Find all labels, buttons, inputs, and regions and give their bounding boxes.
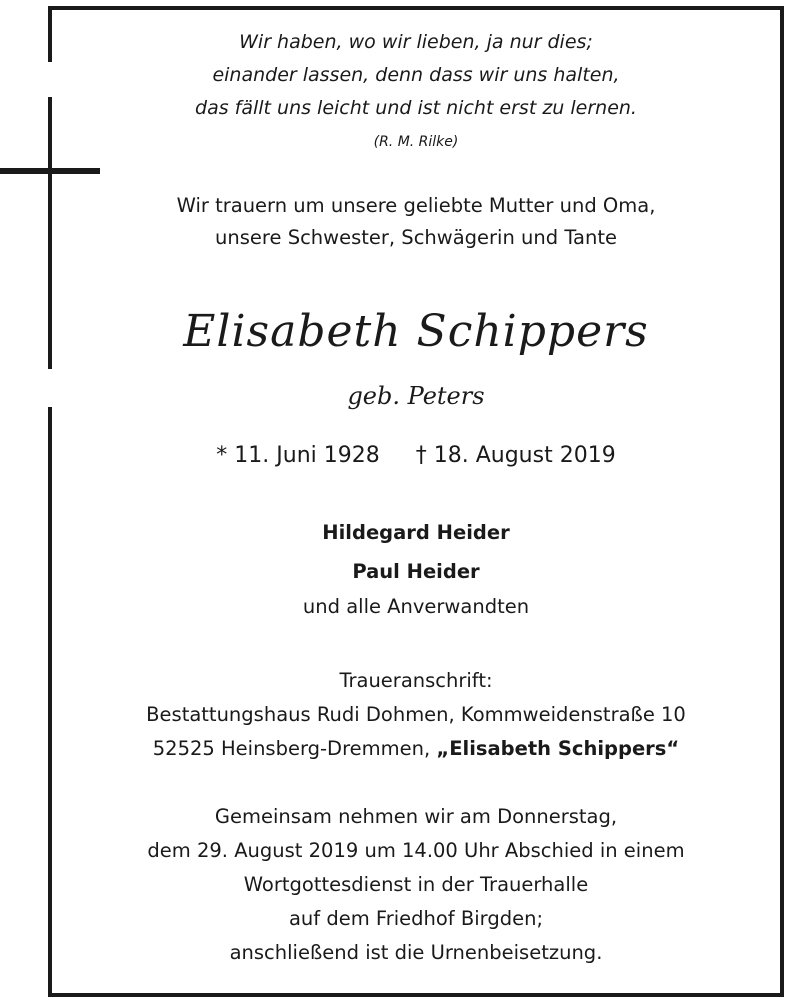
service-line: Gemeinsam nehmen wir am Donnerstag,: [214, 805, 618, 828]
death-date: † 18. August 2019: [415, 443, 616, 468]
frame-top-border: [48, 6, 784, 10]
intro-line: unsere Schwester, Schwägerin und Tante: [215, 226, 617, 249]
mourner-name: Hildegard Heider: [322, 521, 510, 544]
birth-date: * 11. Juni 1928: [216, 443, 380, 468]
cross-icon: [0, 168, 100, 174]
address-reference: „Elisabeth Schippers“: [436, 737, 680, 760]
service-line: auf dem Friedhof Birgden;: [288, 907, 544, 930]
address-heading: Traueranschrift:: [339, 669, 493, 692]
deceased-name: Elisabeth Schippers: [183, 306, 649, 357]
frame-left-border-segment: [48, 407, 52, 997]
poem-citation: (R. M. Rilke): [373, 134, 459, 150]
mourner-name: Paul Heider: [352, 560, 480, 583]
frame-left-border-segment: [48, 97, 52, 369]
address-line: [55, 737, 777, 760]
maiden-name: geb. Peters: [347, 382, 485, 410]
address-line: Bestattungshaus Rudi Dohmen, Kommweidenstraße 10: [146, 703, 686, 726]
frame-left-border-segment: [48, 6, 52, 62]
intro-line: Wir trauern um unsere geliebte Mutter und Oma,: [176, 194, 656, 217]
service-line: anschließend ist die Urnenbeisetzung.: [229, 941, 603, 964]
service-line: Wortgottesdienst in der Trauerhalle: [243, 873, 589, 896]
address-city: 52525 Heinsberg-Dremmen,: [152, 737, 437, 760]
life-dates: [55, 443, 777, 468]
mourners-others: und alle Anverwandten: [302, 595, 530, 618]
poem-line: einander lassen, denn dass wir uns halten,: [212, 64, 620, 86]
frame-bottom-border: [48, 993, 784, 997]
poem-line: das fällt uns leicht und ist nicht erst zu lernen.: [195, 97, 637, 119]
poem-line: Wir haben, wo wir lieben, ja nur dies;: [239, 31, 593, 53]
service-line: dem 29. August 2019 um 14.00 Uhr Abschied in einem: [147, 839, 685, 862]
frame-right-border: [780, 6, 784, 997]
